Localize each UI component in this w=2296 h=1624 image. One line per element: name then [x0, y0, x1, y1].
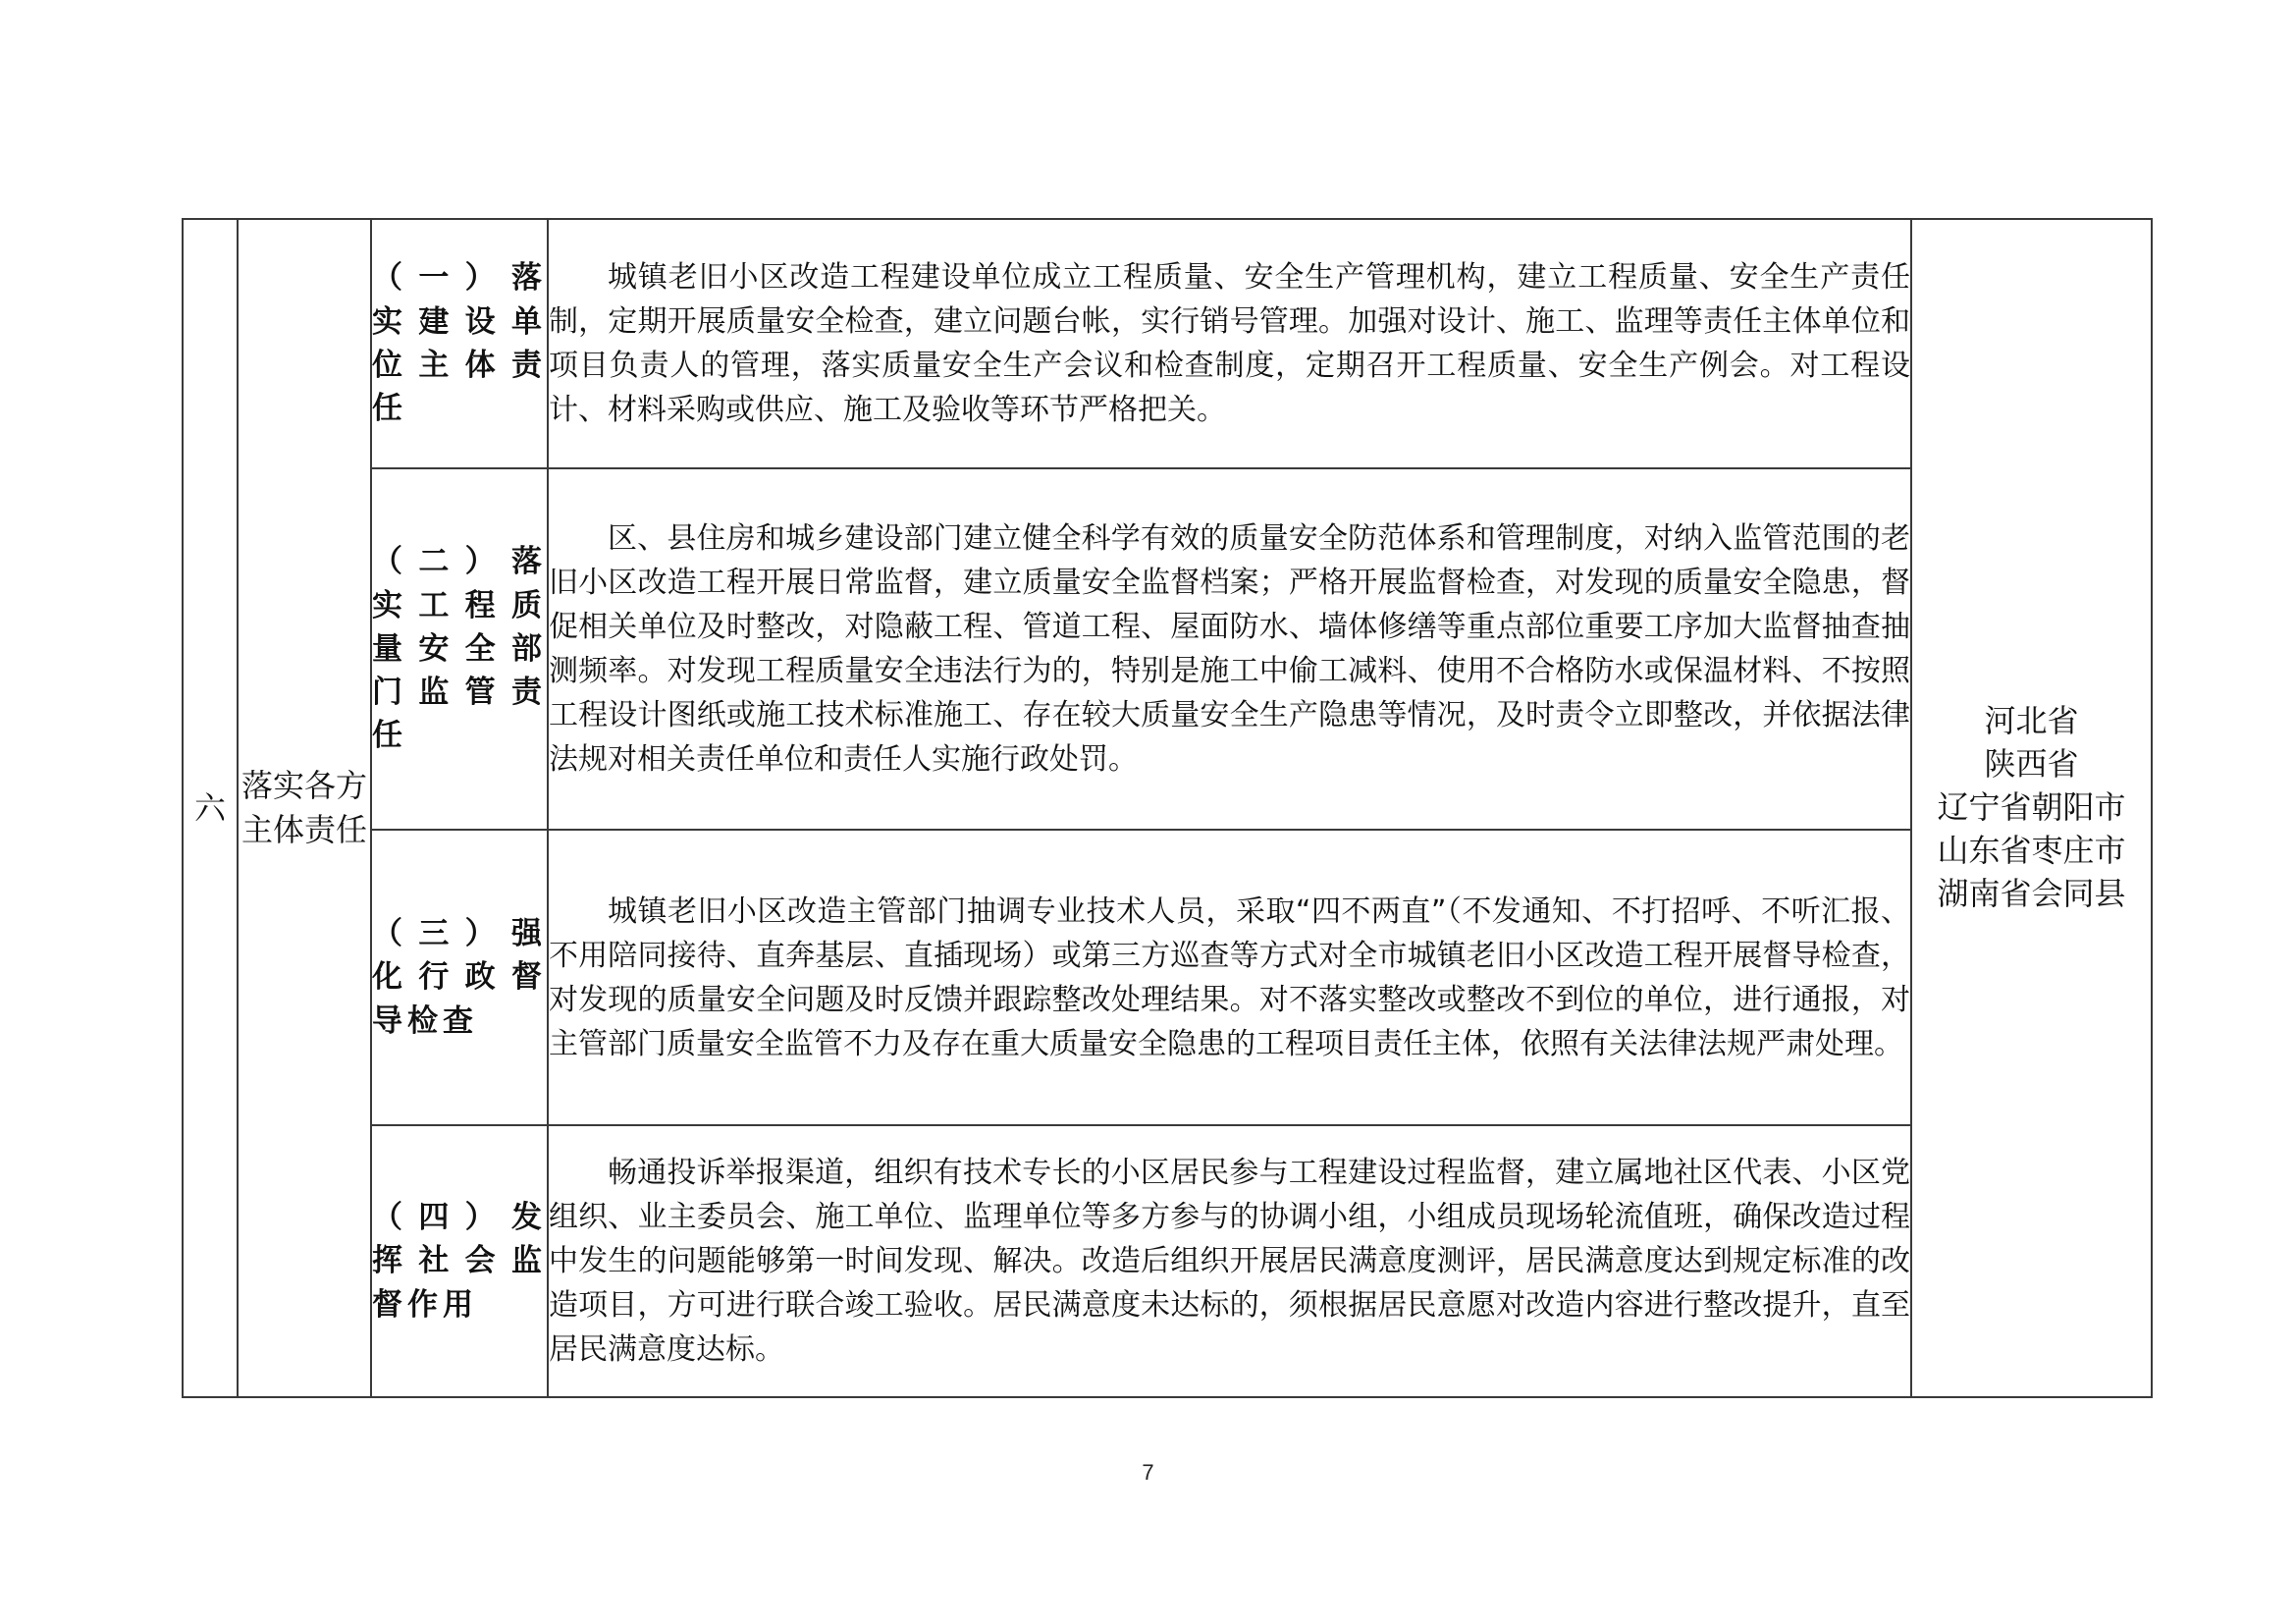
region-name: 陕西省	[1984, 745, 2079, 784]
table-row	[183, 830, 2152, 1125]
content-paragraph: 城镇老旧小区改造主管部门抽调专业技术人员，采取“四不两直”（不发通知、不打招呼、不听汇报、不用陪同接待、直奔基层、直插现场）或第三方巡查等方式对全市城镇老旧小区改造工程开展督导检查，对发现的质量安全问题及时反馈并跟踪整改处理结果。对不落实整改或整改不到位的单位，进行通报，对主管部门质量安全监管不力及存在重大质量安全隐患的工程项目责任主体，依照有关法律法规严肃处理。	[549, 893, 1910, 1061]
sequence-number: 六	[183, 219, 238, 1397]
pilot-regions	[1911, 219, 2152, 1397]
content-cell	[548, 830, 1911, 1125]
content-paragraph: 城镇老旧小区改造工程建设单位成立工程质量、安全生产管理机构，建立工程质量、安全生产责任制，定期开展质量安全检查，建立问题台帐，实行销号管理。加强对设计、施工、监理等责任主体单位和项目负责人的管理，落实质量安全生产会议和检查制度，定期召开工程质量、安全生产例会。对工程设计、材料采购或供应、施工及验收等环节严格把关。	[549, 260, 1910, 427]
content-cell	[548, 219, 1911, 468]
category-title: 落实各方主体责任	[238, 219, 371, 1397]
region-name: 湖南省会同县	[1937, 874, 2126, 912]
content-paragraph: 区、县住房和城乡建设部门建立健全科学有效的质量安全防范体系和管理制度，对纳入监管范围的老旧小区改造工程开展日常监督，建立质量安全监督档案；严格开展监督检查，对发现的质量安全隐患，督促相关单位及时整改，对隐蔽工程、管道工程、屋面防水、墙体修缮等重点部位重要工序加大监督抽查抽测频率。对发现工程质量安全违法行为的，特别是施工中偷工减料、使用不合格防水或保温材料、不按照工程设计图纸或施工技术标准施工、存在较大质量安全生产隐患等情况，及时责令立即整改，并依据法律法规对相关责任单位和责任人实施行政处罚。	[549, 521, 1910, 777]
subtitle-cell: （四）发挥社会监督作用	[371, 1125, 548, 1397]
table-row	[183, 219, 2152, 468]
content-cell	[548, 468, 1911, 830]
page-number: 7	[1142, 1460, 1154, 1485]
table-row	[183, 468, 2152, 830]
content-cell	[548, 1125, 1911, 1397]
content-paragraph: 畅通投诉举报渠道，组织有技术专长的小区居民参与工程建设过程监督，建立属地社区代表、小区党组织、业主委员会、施工单位、监理单位等多方参与的协调小组，小组成员现场轮流值班，确保改造过程中发生的问题能够第一时间发现、解决。改造后组织开展居民满意度测评，居民满意度达到规定标准的改造项目，方可进行联合竣工验收。居民满意度未达标的，须根据居民意愿对改造内容进行整改提升，直至居民满意度达标。	[549, 1156, 1910, 1367]
subtitle-cell: （一）落实建设单位主体责任	[371, 219, 548, 468]
region-name: 山东省枣庄市	[1937, 831, 2126, 869]
subtitle-cell: （三）强化行政督导检查	[371, 830, 548, 1125]
region-name: 河北省	[1984, 702, 2079, 740]
measures-table	[182, 218, 2153, 1398]
subtitle-cell: （二）落实工程质量安全部门监管责任	[371, 468, 548, 830]
table-row	[183, 1125, 2152, 1397]
region-name: 辽宁省朝阳市	[1937, 788, 2126, 827]
